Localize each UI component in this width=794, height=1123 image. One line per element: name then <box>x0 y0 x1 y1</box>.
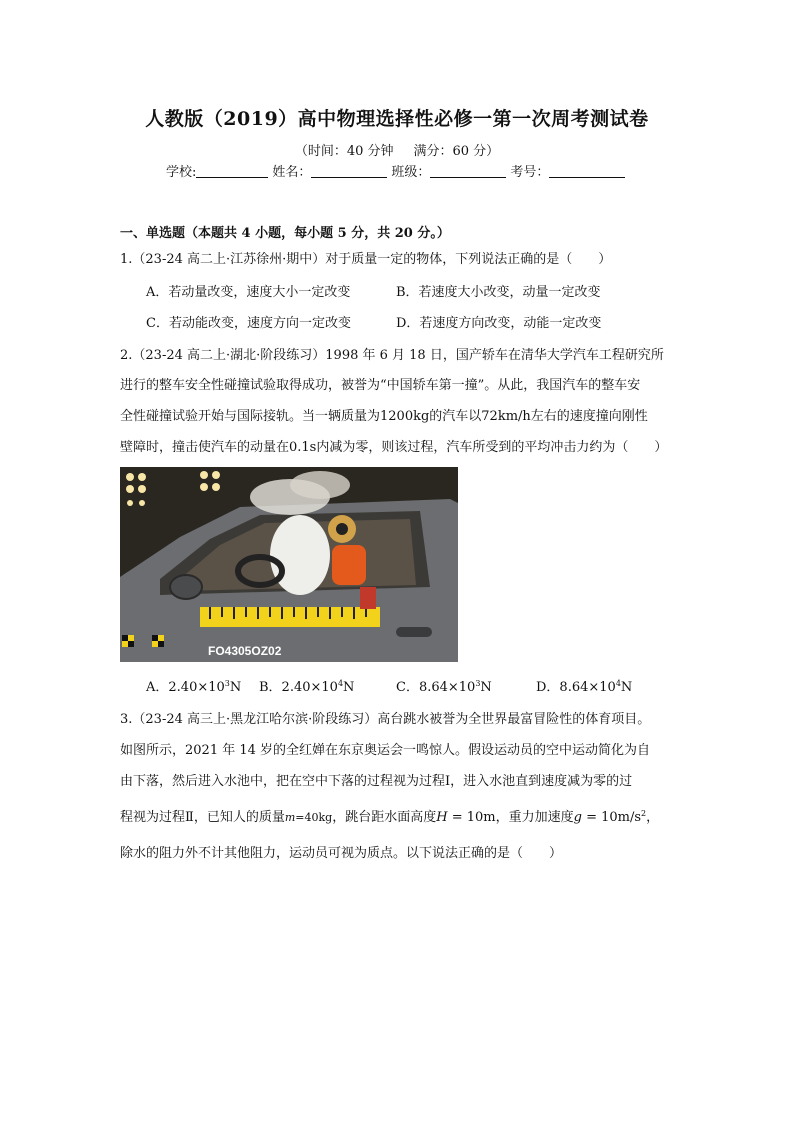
q2-a-unit: N <box>229 680 242 695</box>
q3-line-4 <box>120 806 659 825</box>
q2-option-c <box>396 676 492 695</box>
exam-time: （时间：40 分钟 <box>294 144 394 159</box>
q3-text-c: ，重力加速度 <box>495 810 574 825</box>
q2-option-a <box>146 676 241 695</box>
q3-line-3: 由下落，然后进入水池中，把在空中下落的过程视为过程Ⅰ，进入水池直到速度减为零的过 <box>120 774 633 789</box>
photo-label: FO4305OZ02 <box>208 644 282 658</box>
q1-option-c: C．若动能改变，速度方向一定改变 <box>146 316 351 331</box>
q3-line-2: 如图所示，2021 年 14 岁的全红婵在东京奥运会一鸣惊人。假设运动员的空中运动简化为自 <box>120 743 651 758</box>
class-label: 班级： <box>391 165 431 180</box>
q3-gravity-value: = 10m/s <box>581 810 642 825</box>
exam-no-field[interactable] <box>549 165 625 178</box>
q2-b-unit: N <box>343 680 355 695</box>
q3-height-var: H <box>436 810 448 825</box>
q2-c-exp: 3 <box>475 679 481 688</box>
q2-option-b <box>259 676 354 695</box>
q1-option-d: D．若速度方向改变，动能一定改变 <box>396 316 602 331</box>
q1-option-b: B．若速度大小改变，动量一定改变 <box>396 285 601 300</box>
exam-no-label: 考号： <box>510 165 550 180</box>
q3-line-5: 除水的阻力外不计其他阻力，运动员可视为质点。以下说法正确的是（ ） <box>120 846 563 861</box>
q1-option-a: A．若动量改变，速度大小一定改变 <box>146 285 351 300</box>
q2-a-value: A．2.40×10 <box>146 680 225 695</box>
q2-line-1: 2.（23-24 高二上·湖北·阶段练习）1998 年 6 月 18 日，国产轿车在清华大学汽车工程研究所 <box>120 348 664 363</box>
q3-text-b: ，跳台距水面高度 <box>332 810 437 825</box>
school-field[interactable] <box>196 165 268 178</box>
q3-gravity-exp: 2 <box>641 809 647 818</box>
crash-test-photo <box>120 467 458 662</box>
exam-score: 满分：60 分） <box>413 144 500 159</box>
q2-option-d <box>536 676 632 695</box>
class-field[interactable] <box>430 165 506 178</box>
q2-d-exp: 4 <box>615 679 621 688</box>
name-field[interactable] <box>311 165 387 178</box>
q3-mass-var: m <box>284 811 296 824</box>
q2-d-unit: N <box>620 680 633 695</box>
q2-c-unit: N <box>480 680 492 695</box>
q2-line-4: 壁障时，撞击使汽车的动量在0.1s内减为零，则该过程，汽车所受到的平均冲击力约为（ ） <box>120 440 668 455</box>
q2-line-2: 进行的整车安全性碰撞试验取得成功，被誉为“中国轿车第一撞”。从此，我国汽车的整车安 <box>120 378 641 393</box>
section-heading: 一、单选题（本题共 4 小题，每小题 5 分，共 20 分。） <box>120 226 450 241</box>
q3-height-value: = 10m <box>447 810 496 825</box>
name-label: 姓名： <box>272 165 312 180</box>
q3-mass-value: =40kg <box>295 811 333 824</box>
q3-line-1: 3.（23-24 高三上·黑龙江哈尔滨·阶段练习）高台跳水被誉为全世界最富冒险性的体育项目。 <box>120 712 651 727</box>
q2-d-value: D．8.64×10 <box>536 680 616 695</box>
school-label: 学校: <box>166 165 197 180</box>
q2-a-exp: 3 <box>224 679 230 688</box>
q2-b-value: B．2.40×10 <box>259 680 338 695</box>
q2-c-value: C．8.64×10 <box>396 680 476 695</box>
q2-b-exp: 4 <box>337 679 344 688</box>
q2-line-3: 全性碰撞试验开始与国际接轨。当一辆质量为1200kg的汽车以72km/h左右的速度撞向刚性 <box>120 409 648 424</box>
page-title: 人教版（2019）高中物理选择性必修一第一次周考测试卷 <box>145 108 649 130</box>
exam-meta <box>0 140 794 159</box>
q1-stem: 1.（23-24 高二上·江苏徐州·期中）对于质量一定的物体，下列说法正确的是（ ） <box>120 252 612 267</box>
q3-text-d: ， <box>646 810 660 825</box>
q3-text-a: 程视为过程Ⅱ，已知人的质量 <box>120 810 285 825</box>
q3-gravity-var: g <box>573 810 582 825</box>
student-info-row <box>166 161 629 180</box>
